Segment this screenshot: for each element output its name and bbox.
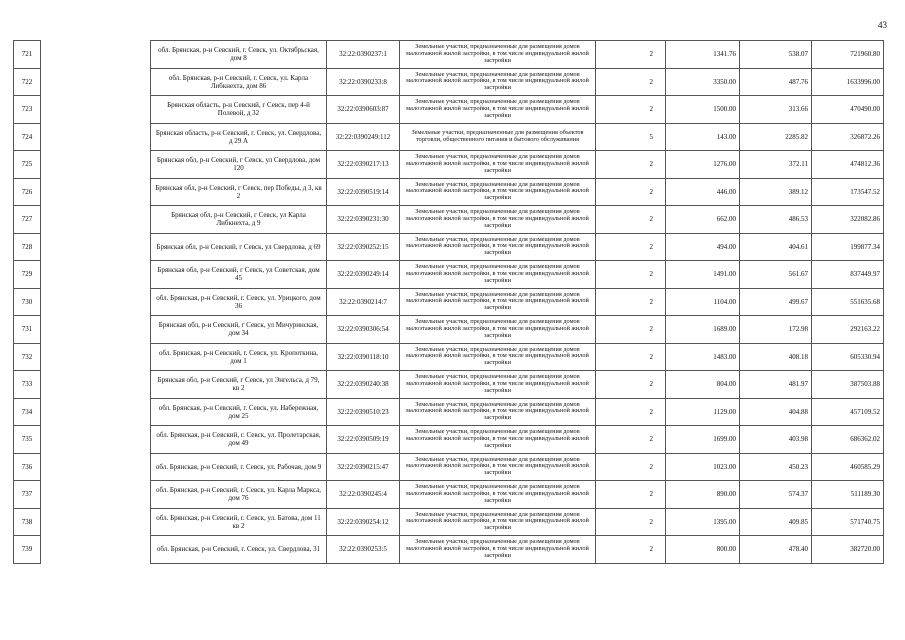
address-cell: Брянская обл, р-н Севский, г Севск, пер Победы, д 3, кв 2 — [151, 178, 327, 206]
cadastral-number-cell: 32:22:0390245:4 — [327, 481, 400, 509]
specific-value-cell: 486.53 — [740, 206, 812, 234]
address-cell: обл. Брянская, р-н Севский, г. Севск, ул. Пролетарская, дом 49 — [151, 426, 327, 454]
group-cell: 2 — [596, 398, 666, 426]
table-row — [14, 453, 884, 481]
row-number-cell: 728 — [14, 233, 41, 261]
specific-value-cell: 404.88 — [740, 398, 812, 426]
table-row — [14, 261, 884, 289]
cadastral-number-cell: 32:22:0390214:7 — [327, 288, 400, 316]
row-number-cell: 727 — [14, 206, 41, 234]
address-cell: обл. Брянская, р-н Севский, г. Севск, ул. Свердлова, 31 — [151, 536, 327, 564]
land-use-cell: Земельные участки, предназначенные для размещения домов малоэтажной жилой застройки, в том числе индивидуальной жилой застройки — [400, 508, 596, 536]
address-cell: Брянская обл, р-н Севский, г Севск, ул Мичуринская, дом 34 — [151, 316, 327, 344]
area-cell: 1129.00 — [666, 398, 740, 426]
group-cell: 2 — [596, 178, 666, 206]
spacer-cell — [41, 123, 151, 151]
address-cell: обл. Брянская, р-н Севский, г. Севск, ул. Урицкого, дом 36 — [151, 288, 327, 316]
specific-value-cell: 487.76 — [740, 68, 812, 96]
cadastral-number-cell: 32:22:0390603:87 — [327, 96, 400, 124]
area-cell: 3350.00 — [666, 68, 740, 96]
group-cell: 2 — [596, 41, 666, 69]
row-number-cell: 721 — [14, 41, 41, 69]
area-cell: 662.00 — [666, 206, 740, 234]
cadastral-number-cell: 32:22:0390118:10 — [327, 343, 400, 371]
area-cell: 1023.00 — [666, 453, 740, 481]
land-use-cell: Земельные участки, предназначенные для размещения объектов торговли, общественного питания и бытового обслуживания — [400, 123, 596, 151]
address-cell: Брянская область, р-н Севский, г. Севск, ул. Свердлова, д 29 А — [151, 123, 327, 151]
address-cell: Брянская обл, р-н Севский, г Севск, ул Карла Либкнехта, д 9 — [151, 206, 327, 234]
area-cell: 1395.00 — [666, 508, 740, 536]
cadastral-number-cell: 32:22:0390249:112 — [327, 123, 400, 151]
group-cell: 2 — [596, 453, 666, 481]
address-cell: Брянская обл, р-н Севский, г Севск, ул Советская, дом 45 — [151, 261, 327, 289]
specific-value-cell: 538.07 — [740, 41, 812, 69]
cadastral-value-cell: 326872.26 — [812, 123, 884, 151]
cadastral-value-cell: 382720.00 — [812, 536, 884, 564]
spacer-cell — [41, 371, 151, 399]
address-cell: обл. Брянская, р-н Севский, г. Севск, ул. Карла Либкнехта, дом 86 — [151, 68, 327, 96]
spacer-cell — [41, 316, 151, 344]
cadastral-value-cell: 474812.36 — [812, 151, 884, 179]
area-cell: 1104.00 — [666, 288, 740, 316]
land-use-cell: Земельные участки, предназначенные для размещения домов малоэтажной жилой застройки, в том числе индивидуальной жилой застройки — [400, 343, 596, 371]
land-use-cell: Земельные участки, предназначенные для размещения домов малоэтажной жилой застройки, в том числе индивидуальной жилой застройки — [400, 426, 596, 454]
land-use-cell: Земельные участки, предназначенные для размещения домов малоэтажной жилой застройки, в том числе индивидуальной жилой застройки — [400, 96, 596, 124]
group-cell: 2 — [596, 151, 666, 179]
address-cell: Брянская обл, р-н Севский, г Севск, ул Энгельса, д 79, кв 2 — [151, 371, 327, 399]
address-cell: обл. Брянская, р-н Севский, г. Севск, ул. Набережная, дом 25 — [151, 398, 327, 426]
cadastral-number-cell: 32:22:0390253:5 — [327, 536, 400, 564]
cadastral-value-cell: 470490.00 — [812, 96, 884, 124]
table-row — [14, 343, 884, 371]
group-cell: 2 — [596, 316, 666, 344]
cadastral-value-cell: 322082.86 — [812, 206, 884, 234]
spacer-cell — [41, 261, 151, 289]
land-use-cell: Земельные участки, предназначенные для размещения домов малоэтажной жилой застройки, в том числе индивидуальной жилой застройки — [400, 371, 596, 399]
cadastral-value-cell: 551635.68 — [812, 288, 884, 316]
cadastral-number-cell: 32:22:0390231:30 — [327, 206, 400, 234]
cadastral-value-cell: 199877.34 — [812, 233, 884, 261]
row-number-cell: 739 — [14, 536, 41, 564]
address-cell: Брянская область, р-н Севский, г Севск, пер 4-й Полевой, д 32 — [151, 96, 327, 124]
spacer-cell — [41, 151, 151, 179]
specific-value-cell: 499.67 — [740, 288, 812, 316]
spacer-cell — [41, 41, 151, 69]
cadastral-value-cell: 511189.30 — [812, 481, 884, 509]
row-number-cell: 723 — [14, 96, 41, 124]
row-number-cell: 729 — [14, 261, 41, 289]
spacer-cell — [41, 206, 151, 234]
area-cell: 804.00 — [666, 371, 740, 399]
spacer-cell — [41, 343, 151, 371]
specific-value-cell: 172.98 — [740, 316, 812, 344]
table-row — [14, 233, 884, 261]
land-use-cell: Земельные участки, предназначенные для размещения домов малоэтажной жилой застройки, в том числе индивидуальной жилой застройки — [400, 536, 596, 564]
row-number-cell: 722 — [14, 68, 41, 96]
cadastral-number-cell: 32:22:0390252:15 — [327, 233, 400, 261]
land-use-cell: Земельные участки, предназначенные для размещения домов малоэтажной жилой застройки, в том числе индивидуальной жилой застройки — [400, 288, 596, 316]
group-cell: 2 — [596, 371, 666, 399]
area-cell: 800.00 — [666, 536, 740, 564]
specific-value-cell: 403.98 — [740, 426, 812, 454]
specific-value-cell: 2285.82 — [740, 123, 812, 151]
address-cell: обл. Брянская, р-н Севский, г. Севск, ул. Карла Маркса, дом 76 — [151, 481, 327, 509]
spacer-cell — [41, 481, 151, 509]
land-use-cell: Земельные участки, предназначенные для размещения домов малоэтажной жилой застройки, в том числе индивидуальной жилой застройки — [400, 68, 596, 96]
row-number-cell: 725 — [14, 151, 41, 179]
cadastral-value-cell: 721960.80 — [812, 41, 884, 69]
row-number-cell: 726 — [14, 178, 41, 206]
table-row — [14, 536, 884, 564]
cadastral-value-cell: 605330.94 — [812, 343, 884, 371]
specific-value-cell: 561.67 — [740, 261, 812, 289]
specific-value-cell: 313.66 — [740, 96, 812, 124]
spacer-cell — [41, 288, 151, 316]
specific-value-cell: 481.97 — [740, 371, 812, 399]
cadastral-number-cell: 32:22:0390215:47 — [327, 453, 400, 481]
area-cell: 494.00 — [666, 233, 740, 261]
cadastral-number-cell: 32:22:0390233:8 — [327, 68, 400, 96]
table-row — [14, 151, 884, 179]
area-cell: 143.00 — [666, 123, 740, 151]
area-cell: 1491.00 — [666, 261, 740, 289]
table-row — [14, 41, 884, 69]
spacer-cell — [41, 426, 151, 454]
spacer-cell — [41, 96, 151, 124]
cadastral-value-cell: 571740.75 — [812, 508, 884, 536]
table-row — [14, 481, 884, 509]
specific-value-cell: 409.85 — [740, 508, 812, 536]
group-cell: 2 — [596, 96, 666, 124]
cadastral-number-cell: 32:22:0390249:14 — [327, 261, 400, 289]
cadastral-number-cell: 32:22:0390217:13 — [327, 151, 400, 179]
spacer-cell — [41, 178, 151, 206]
spacer-cell — [41, 508, 151, 536]
page-number: 43 — [878, 20, 887, 30]
address-cell: Брянская обл, р-н Севский, г Севск, ул Свердлова, д 69 — [151, 233, 327, 261]
group-cell: 2 — [596, 68, 666, 96]
address-cell: обл. Брянская, р-н Севский, г. Севск, ул. Октябрьская, дом 8 — [151, 41, 327, 69]
table-row — [14, 68, 884, 96]
group-cell: 2 — [596, 536, 666, 564]
table-row — [14, 288, 884, 316]
group-cell: 2 — [596, 343, 666, 371]
table-body — [14, 41, 884, 564]
cadastral-value-cell: 173547.52 — [812, 178, 884, 206]
row-number-cell: 735 — [14, 426, 41, 454]
cadastral-number-cell: 32:22:0390254:12 — [327, 508, 400, 536]
address-cell: обл. Брянская, р-н Севский, г. Севск, ул. Рабочая, дом 9 — [151, 453, 327, 481]
row-number-cell: 736 — [14, 453, 41, 481]
area-cell: 446.00 — [666, 178, 740, 206]
address-cell: обл. Брянская, р-н Севский, г. Севск, ул. Кропоткина, дом 1 — [151, 343, 327, 371]
table-row — [14, 398, 884, 426]
specific-value-cell: 408.18 — [740, 343, 812, 371]
specific-value-cell: 389.12 — [740, 178, 812, 206]
row-number-cell: 734 — [14, 398, 41, 426]
land-use-cell: Земельные участки, предназначенные для размещения домов малоэтажной жилой застройки, в том числе индивидуальной жилой застройки — [400, 206, 596, 234]
land-use-cell: Земельные участки, предназначенные для размещения домов малоэтажной жилой застройки, в том числе индивидуальной жилой застройки — [400, 233, 596, 261]
table-row — [14, 178, 884, 206]
spacer-cell — [41, 233, 151, 261]
group-cell: 2 — [596, 206, 666, 234]
area-cell: 1341.76 — [666, 41, 740, 69]
land-use-cell: Земельные участки, предназначенные для размещения домов малоэтажной жилой застройки, в том числе индивидуальной жилой застройки — [400, 261, 596, 289]
group-cell: 2 — [596, 481, 666, 509]
specific-value-cell: 478.40 — [740, 536, 812, 564]
area-cell: 1699.00 — [666, 426, 740, 454]
group-cell: 2 — [596, 261, 666, 289]
row-number-cell: 724 — [14, 123, 41, 151]
cadastral-value-table — [13, 40, 884, 564]
land-use-cell: Земельные участки, предназначенные для размещения домов малоэтажной жилой застройки, в том числе индивидуальной жилой застройки — [400, 398, 596, 426]
land-use-cell: Земельные участки, предназначенные для размещения домов малоэтажной жилой застройки, в том числе индивидуальной жилой застройки — [400, 41, 596, 69]
specific-value-cell: 372.11 — [740, 151, 812, 179]
area-cell: 1276.00 — [666, 151, 740, 179]
cadastral-number-cell: 32:22:0390237:1 — [327, 41, 400, 69]
cadastral-value-cell: 1633996.00 — [812, 68, 884, 96]
address-cell: обл. Брянская, р-н Севский, г. Севск, ул. Батова, дом 11 кв 2 — [151, 508, 327, 536]
spacer-cell — [41, 398, 151, 426]
cadastral-value-cell: 457109.52 — [812, 398, 884, 426]
cadastral-value-cell: 292163.22 — [812, 316, 884, 344]
cadastral-value-cell: 460585.29 — [812, 453, 884, 481]
table-row — [14, 508, 884, 536]
specific-value-cell: 574.37 — [740, 481, 812, 509]
table-row — [14, 426, 884, 454]
group-cell: 5 — [596, 123, 666, 151]
area-cell: 1689.00 — [666, 316, 740, 344]
table-row — [14, 316, 884, 344]
spacer-cell — [41, 536, 151, 564]
group-cell: 2 — [596, 508, 666, 536]
cadastral-number-cell: 32:22:0390509:19 — [327, 426, 400, 454]
table-row — [14, 371, 884, 399]
group-cell: 2 — [596, 426, 666, 454]
land-use-cell: Земельные участки, предназначенные для размещения домов малоэтажной жилой застройки, в том числе индивидуальной жилой застройки — [400, 316, 596, 344]
row-number-cell: 730 — [14, 288, 41, 316]
land-use-cell: Земельные участки, предназначенные для размещения домов малоэтажной жилой застройки, в том числе индивидуальной жилой застройки — [400, 151, 596, 179]
spacer-cell — [41, 453, 151, 481]
row-number-cell: 732 — [14, 343, 41, 371]
cadastral-number-cell: 32:22:0390240:38 — [327, 371, 400, 399]
land-use-cell: Земельные участки, предназначенные для размещения домов малоэтажной жилой застройки, в том числе индивидуальной жилой застройки — [400, 178, 596, 206]
land-use-cell: Земельные участки, предназначенные для размещения домов малоэтажной жилой застройки, в том числе индивидуальной жилой застройки — [400, 481, 596, 509]
table-row — [14, 96, 884, 124]
group-cell: 2 — [596, 233, 666, 261]
area-cell: 1483.00 — [666, 343, 740, 371]
row-number-cell: 731 — [14, 316, 41, 344]
row-number-cell: 738 — [14, 508, 41, 536]
specific-value-cell: 450.23 — [740, 453, 812, 481]
address-cell: Брянская обл, р-н Севский, г Севск, ул Свердлова, дом 120 — [151, 151, 327, 179]
cadastral-number-cell: 32:22:0390306:54 — [327, 316, 400, 344]
cadastral-value-cell: 387503.88 — [812, 371, 884, 399]
specific-value-cell: 404.61 — [740, 233, 812, 261]
cadastral-value-cell: 686362.02 — [812, 426, 884, 454]
cadastral-number-cell: 32:22:0390510:23 — [327, 398, 400, 426]
spacer-cell — [41, 68, 151, 96]
area-cell: 1500.00 — [666, 96, 740, 124]
row-number-cell: 737 — [14, 481, 41, 509]
cadastral-value-cell: 837449.97 — [812, 261, 884, 289]
table-row — [14, 206, 884, 234]
cadastral-number-cell: 32:22:0390519:14 — [327, 178, 400, 206]
group-cell: 2 — [596, 288, 666, 316]
row-number-cell: 733 — [14, 371, 41, 399]
table-row — [14, 123, 884, 151]
area-cell: 890.00 — [666, 481, 740, 509]
land-use-cell: Земельные участки, предназначенные для размещения домов малоэтажной жилой застройки, в том числе индивидуальной жилой застройки — [400, 453, 596, 481]
